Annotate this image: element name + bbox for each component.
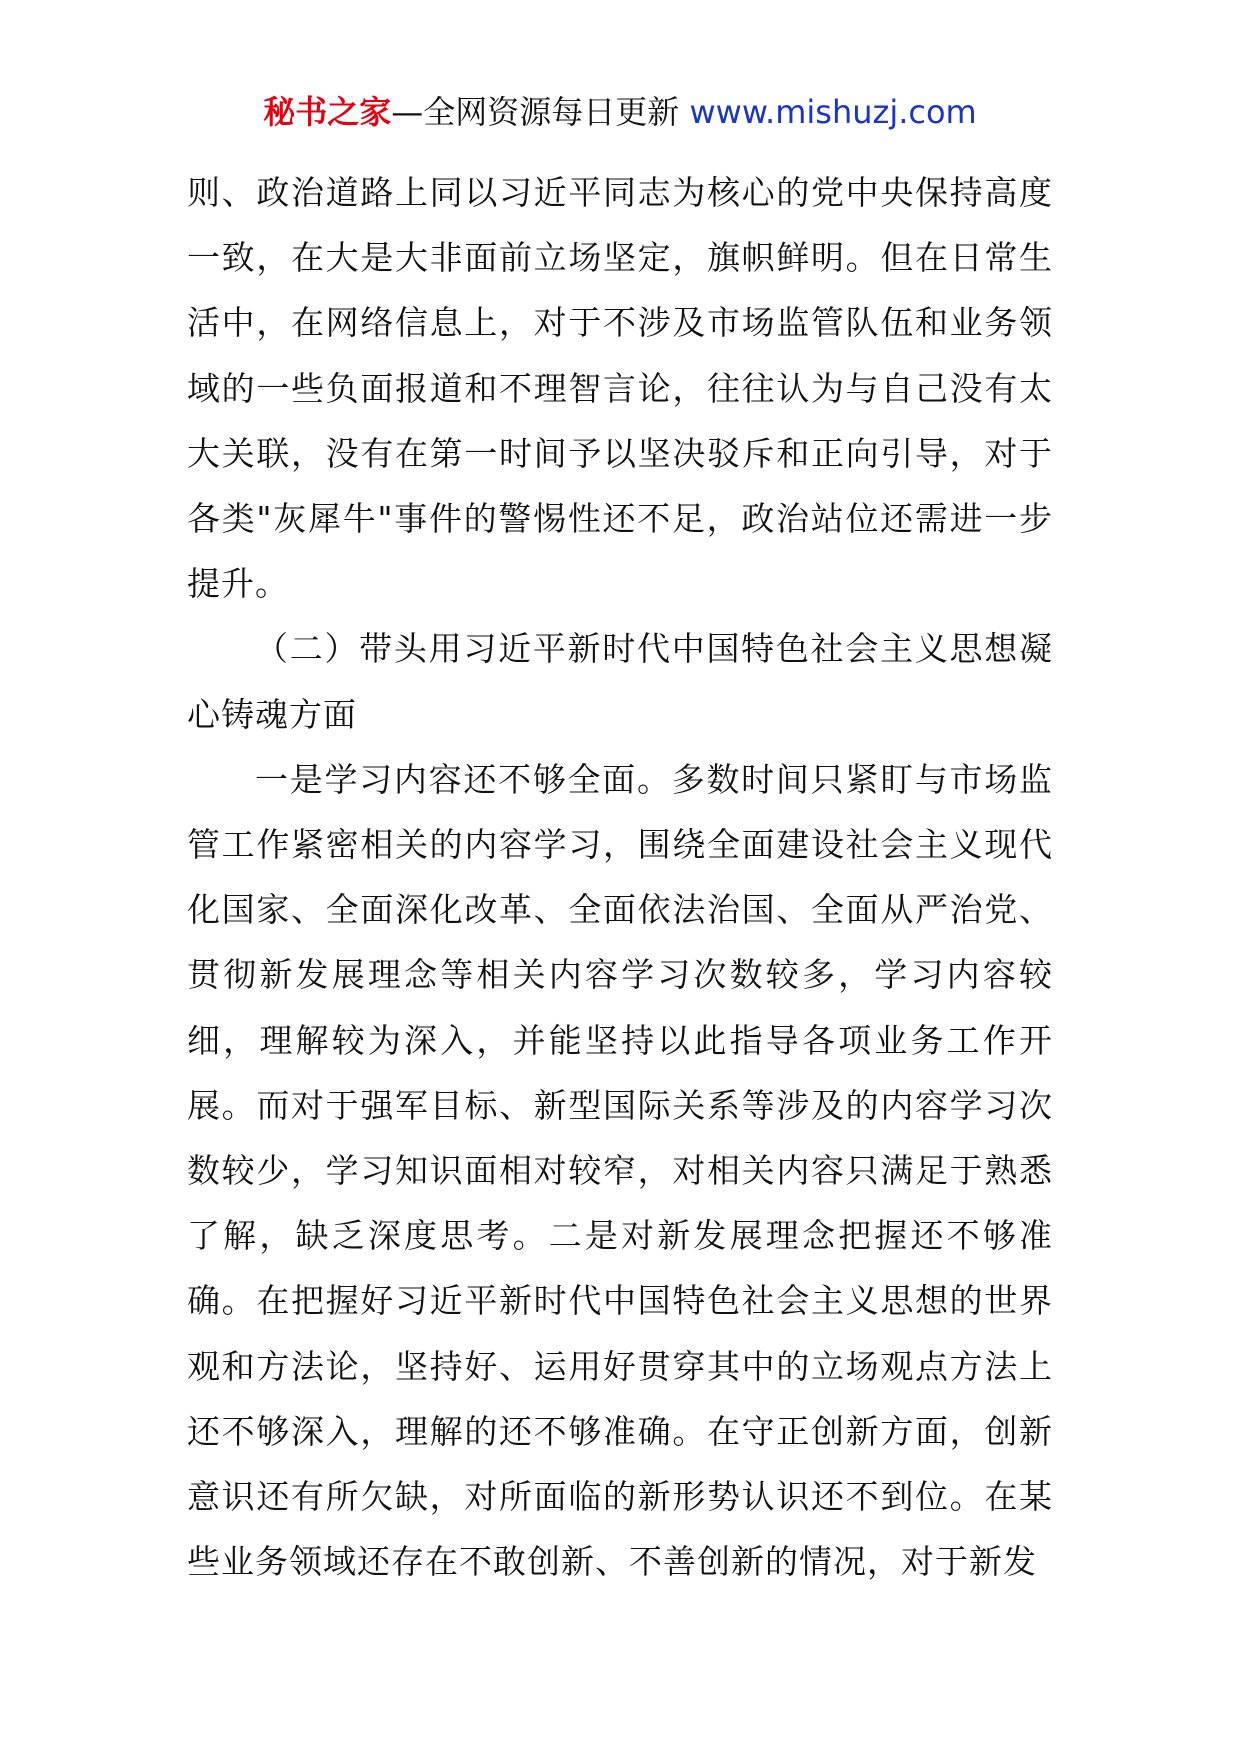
- section-heading: （二）带头用习近平新时代中国特色社会主义思想凝心铸魂方面: [187, 629, 1053, 734]
- page-header: [0, 92, 1240, 132]
- document-body: [187, 160, 1053, 1594]
- paragraph-body: 一是学习内容还不够全面。多数时间只紧盯与市场监管工作紧密相关的内容学习，围绕全面建设社会主义现代化国家、全面深化改革、全面依法治国、全面从严治党、贯彻新发展理念等相关内容学习次数较多，学习内容较细，理解较为深入，并能坚持以此指导各项业务工作开展。而对于强军目标、新型国际关系等涉及的内容学习次数较少，学习知识面相对较窄，对相关内容只满足于熟悉了解，缺乏深度思考。二是对新发展理念把握还不够准确。在把握好习近平新时代中国特色社会主义思想的世界观和方法论，坚持好、运用好贯穿其中的立场观点方法上还不够深入，理解的还不够准确。在守正创新方面，创新意识还有所欠缺，对所面临的新形势认识还不到位。在某些业务领域还存在不敢创新、不善创新的情况，对于新发: [187, 759, 1053, 1582]
- site-brand: 秘书之家: [263, 93, 392, 131]
- paragraph-continuation: 则、政治道路上同以习近平同志为核心的党中央保持高度一致，在大是大非面前立场坚定，旗帜鲜明。但在日常生活中，在网络信息上，对于不涉及市场监管队伍和业务领域的一些负面报道和不理智言论，往往认为与自己没有太大关联，没有在第一时间予以坚决驳斥和正向引导，对于各类"灰犀牛"事件的警惕性还不足，政治站位还需进一步提升。: [187, 173, 1053, 604]
- site-tagline: —全网资源每日更新: [391, 93, 690, 131]
- site-url-link[interactable]: www.mishuzj.com: [689, 93, 977, 131]
